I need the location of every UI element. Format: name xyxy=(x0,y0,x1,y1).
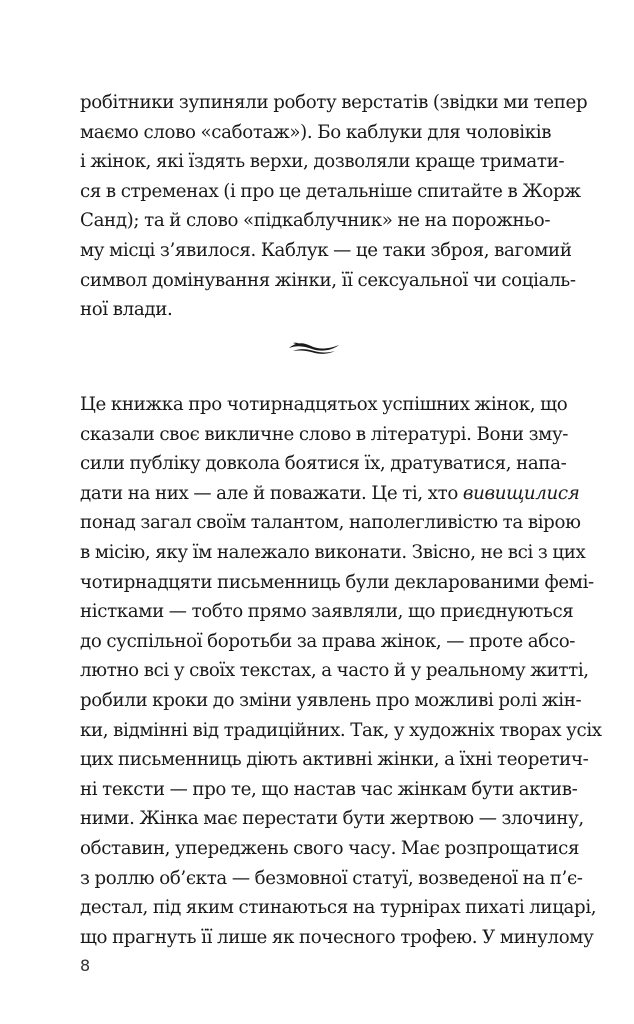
text-line: обставин, упереджень свого часу. Має розпрощатися xyxy=(80,837,580,859)
text-line: ки, відмінні від традиційних. Так, у художніх творах усіх xyxy=(80,719,602,741)
text-segment: дати на них — але й поважати. Це ті, хто xyxy=(80,482,463,504)
text-line: до суспільної боротьби за права жінок, — проте абсо- xyxy=(80,630,576,652)
text-line: ними. Жінка має перестати бути жертвою — злочину, xyxy=(80,808,584,830)
text-line: дестал, під яким стинаються на турнірах пихаті лицарі, xyxy=(80,897,597,919)
text-line: і жінок, які їздять верхи, дозволяли краще тримати- xyxy=(80,151,565,173)
swash-ornament-icon xyxy=(287,339,341,355)
text-line: ністками — тобто прямо заявляли, що приєднуються xyxy=(80,601,574,623)
paragraph-1 xyxy=(80,88,588,325)
paragraph-2 xyxy=(80,390,602,952)
text-line: в місію, яку їм належало виконати. Звісно, не всі з цих xyxy=(80,541,586,563)
text-line: сказали своє викличне слово в літературі. Вони зму- xyxy=(80,423,569,445)
text-line: сили публіку довкола боятися їх, дратуватися, напа- xyxy=(80,453,567,475)
text-line: Санд); та й слово «підкаблучник» не на порожньо- xyxy=(80,210,551,232)
text-line: цих письменниць діють активні жінки, а їхні теоретич- xyxy=(80,749,589,771)
text-line: чотирнадцяти письменниць були декларованими фемі- xyxy=(80,571,594,593)
text-line: Це книжка про чотирнадцятьох успішних жінок, що xyxy=(80,394,568,415)
text-line: му місці з’явилося. Каблук — це таки зброя, вагомий xyxy=(80,239,572,261)
page-number: 8 xyxy=(80,956,91,975)
text-line: ні тексти — про те, що настав час жінкам бути актив- xyxy=(80,778,578,800)
text-line: ся в стременах (і про це детальніше спитайте в Жорж xyxy=(80,180,581,202)
text-line: з роллю об’єкта — безмовної статуї, возведеної на п’є- xyxy=(80,867,583,889)
text-line: що прагнуть її лише як почесного трофею. У минулому xyxy=(80,926,594,948)
text-line: робітники зупиняли роботу верстатів (звідки ми тепер xyxy=(80,92,588,113)
italic-word: вивищилися xyxy=(462,482,580,504)
text-line: робили кроки до зміни уявлень про можливі ролі жін- xyxy=(80,689,582,711)
text-line: маємо слово «саботаж»). Бо каблуки для чоловіків xyxy=(80,121,552,143)
text-line: символ домінування жінки, її сексуальної чи соціаль- xyxy=(80,269,576,291)
text-line: ної влади. xyxy=(80,299,173,321)
text-line: лютно всі у своїх текстах, а часто й у реальному житті, xyxy=(80,660,589,682)
text-line: понад загал своїм талантом, наполегливістю та вірою xyxy=(80,512,581,534)
text-line-with-italic xyxy=(80,479,580,509)
